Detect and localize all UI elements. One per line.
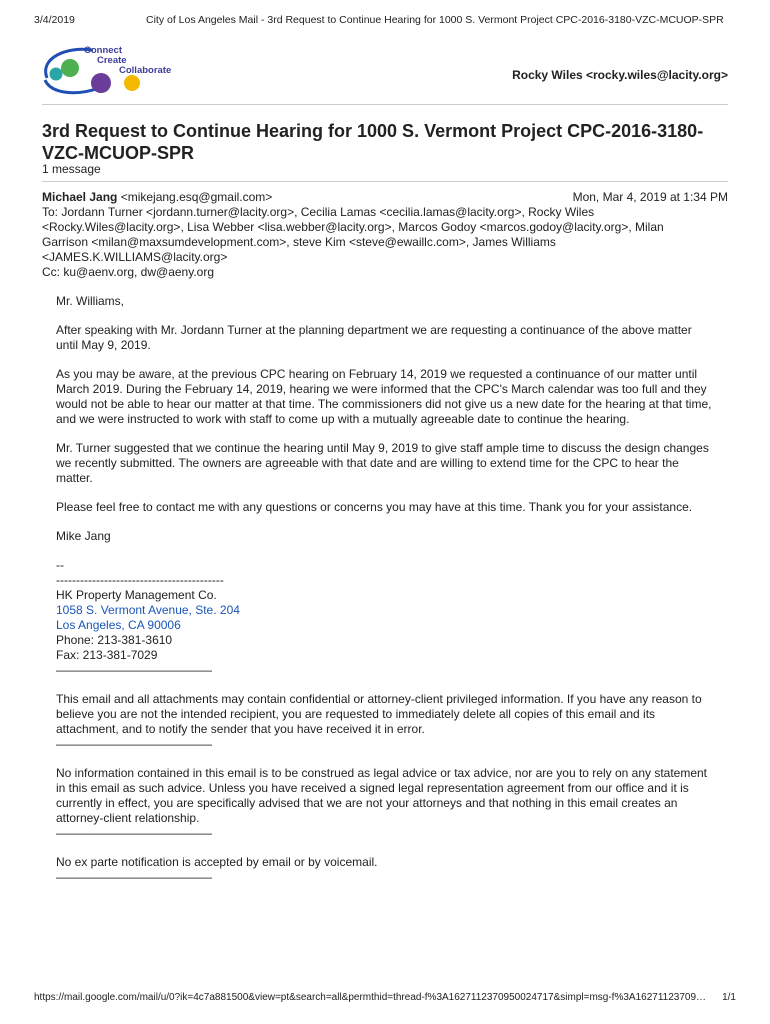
print-header — [34, 14, 736, 28]
sig-fax: Fax: 213-381-7029 — [56, 648, 158, 662]
disclaimer: This email and all attachments may contain confidential or attorney-client privileged information. If you have any reason to believe you are not the intended recipient, you are requested to immediately delete all copies of this email and its attachment, and to notify the sender that you have received it in error. — [56, 692, 702, 736]
print-url: https://mail.google.com/mail/u/0?ik=4c7a881500&view=pt&search=all&permthid=thread-f%3A1627112370950024717&simpl=msg-f%3A16271123709… — [34, 992, 707, 1003]
sig-dashes: -- — [56, 558, 64, 572]
logo-dot-teal — [50, 68, 63, 81]
sig-rule: ------------------------------------------ — [56, 573, 224, 587]
logo — [37, 44, 177, 96]
divider — [42, 104, 728, 105]
logo-text-connect: Connect — [84, 45, 122, 56]
logo-dot-green — [61, 59, 79, 77]
paragraph: Mr. Turner suggested that we continue the hearing until May 9, 2019 to give staff ample time to discuss the design changes we recently submitted. The owners are agreeable with that date and are willing to extend time for the CPC to hear the matter. — [56, 441, 709, 485]
sig-line: ————————————— — [56, 826, 212, 840]
sig-company: HK Property Management Co. — [56, 588, 217, 602]
sig-line: ————————————— — [56, 663, 212, 677]
disclaimer: No ex parte notification is accepted by email or by voicemail. — [56, 855, 378, 869]
greeting: Mr. Williams, — [56, 294, 124, 308]
recipients-line: <Rocky.Wiles@lacity.org>, Lisa Webber <lisa.webber@lacity.org>, Marcos Godoy <marcos.godoy@lacity.org>, Milan — [42, 220, 664, 234]
sender-email: <mikejang.esq@gmail.com> — [120, 190, 273, 204]
signature — [56, 558, 716, 885]
sig-address-link[interactable]: 1058 S. Vermont Avenue, Ste. 204 — [56, 603, 240, 617]
print-date: 3/4/2019 — [34, 14, 75, 26]
message-date: Mon, Mar 4, 2019 at 1:34 PM — [572, 190, 728, 204]
recipients-line: To: Jordann Turner <jordann.turner@lacity.org>, Cecilia Lamas <cecilia.lamas@lacity.org>, Rocky Wiles — [42, 205, 595, 219]
message-count: 1 message — [42, 162, 101, 176]
cc-line: Cc: ku@aenv.org, dw@aeny.org — [42, 265, 214, 279]
sig-phone: Phone: 213-381-3610 — [56, 633, 173, 647]
page-number: 1/1 — [722, 992, 736, 1003]
message-header — [42, 190, 732, 280]
disclaimer: No information contained in this email is to be construed as legal advice or tax advice, nor are you to rely on any statement in this email as such advice. Unless you have received a signed legal representation agreement from our office and it is currently in effect, you are specifically advised that we are not your attorneys and that nothing in this email creates an attorney-client relationship. — [56, 766, 708, 825]
account-email: Rocky Wiles <rocky.wiles@lacity.org> — [512, 68, 728, 82]
sig-city-link[interactable]: Los Angeles, CA 90006 — [56, 618, 181, 632]
logo-dot-purple — [91, 73, 111, 93]
logo-text-collaborate: Collaborate — [119, 65, 172, 76]
paragraph: Please feel free to contact me with any questions or concerns you may have at this time. Thank you for your assistance. — [56, 500, 693, 514]
sig-line: ————————————— — [56, 870, 212, 884]
message-body — [56, 294, 716, 885]
sig-line: ————————————— — [56, 737, 212, 751]
logo-text-create: Create — [97, 55, 127, 66]
recipients-line: <JAMES.K.WILLIAMS@lacity.org> — [42, 250, 228, 264]
signoff: Mike Jang — [56, 529, 111, 543]
print-title: City of Los Angeles Mail - 3rd Request to Continue Hearing for 1000 S. Vermont Project CPC-2016-3180-VZC-MCUOP-SPR — [146, 14, 724, 26]
email-subject: 3rd Request to Continue Hearing for 1000 S. Vermont Project CPC-2016-3180-VZC-MCUOP-SPR — [42, 121, 704, 163]
paragraph: After speaking with Mr. Jordann Turner at the planning department we are requesting a continuance of the above matter until May 9, 2019. — [56, 323, 692, 352]
paragraph: As you may be aware, at the previous CPC hearing on February 14, 2019 we requested a continuance of our matter until March 2019. During the February 14, 2019, hearing we were informed that the CPC's March calendar was too full and they would not be able to hear our matter at that time. The commissioners did not give us a new date for the hearing at that time, and we were instructed to work with staff to come up with a mutually agreeable date to continue the hearing. — [56, 367, 712, 426]
divider — [42, 181, 728, 182]
sender-name: Michael Jang — [42, 190, 118, 204]
recipients-line: Garrison <milan@maxsumdevelopment.com>, steve Kim <steve@ewaillc.com>, James Williams — [42, 235, 556, 249]
logo-dot-yellow — [124, 75, 140, 91]
